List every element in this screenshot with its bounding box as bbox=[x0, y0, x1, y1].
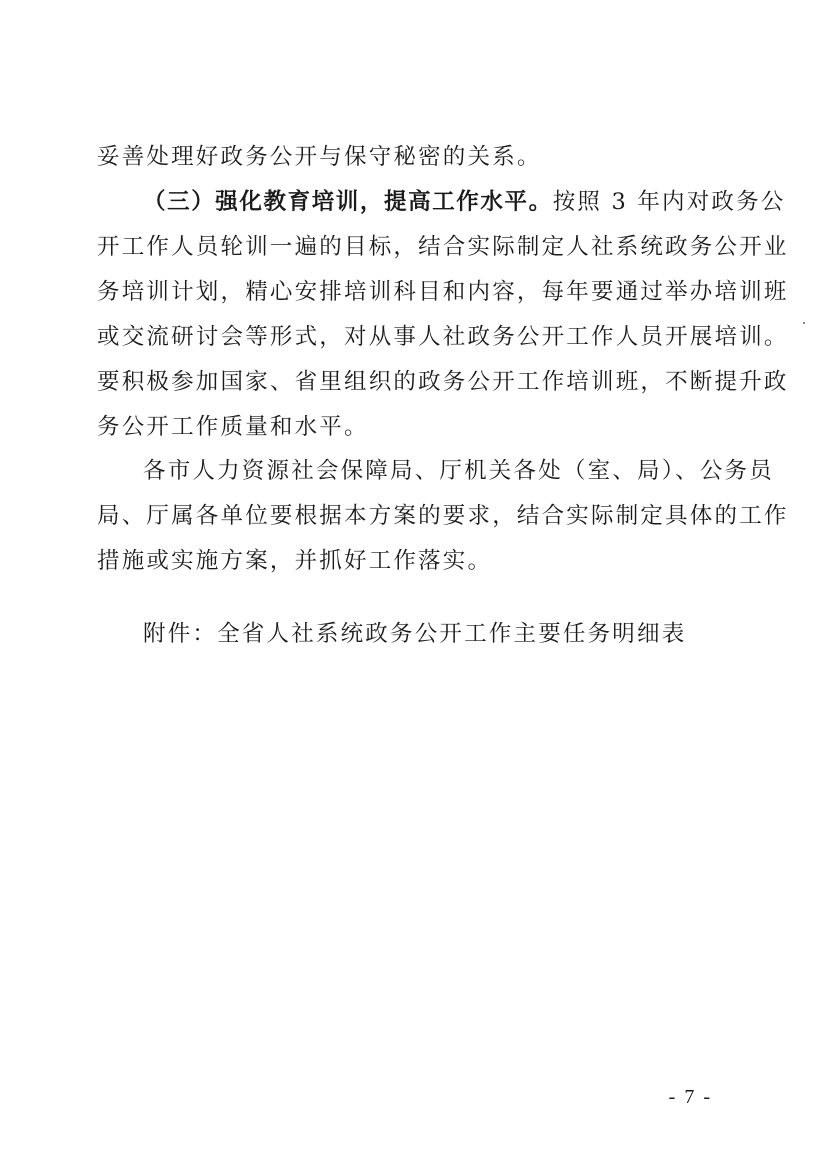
section-heading: （三）强化教育培训，提高工作水平。 bbox=[143, 189, 553, 215]
paragraph-line: 措施或实施方案，并抓好工作落实。 bbox=[97, 548, 493, 574]
paragraph-line: 或交流研讨会等形式，对从事人社政务公开工作人员开展培训。 bbox=[97, 324, 789, 350]
paragraph-text: 按照 3 年内对政务公 bbox=[552, 189, 786, 215]
paragraph-line: 妥善处理好政务公开与保守秘密的关系。 bbox=[97, 144, 542, 170]
paragraph-line: 开工作人员轮训一遍的目标，结合实际制定人社系统政务公开业 bbox=[97, 234, 789, 260]
paragraph-line: 务培训计划，精心安排培训科目和内容，每年要通过举办培训班 bbox=[97, 279, 789, 305]
paragraph-line: 务公开工作质量和水平。 bbox=[97, 414, 369, 440]
paragraph-line: 要积极参加国家、省里组织的政务公开工作培训班，不断提升政 bbox=[97, 369, 789, 395]
scan-speck bbox=[803, 322, 805, 324]
page-number: - 7 - bbox=[668, 1086, 712, 1108]
paragraph-line bbox=[143, 187, 786, 217]
attachment-line: 附件：全省人社系统政务公开工作主要任务明细表 bbox=[143, 621, 687, 647]
paragraph-line: 局、厅属各单位要根据本方案的要求，结合实际制定具体的工作 bbox=[97, 503, 789, 529]
paragraph-line: 各市人力资源社会保障局、厅机关各处（室、局）、公务员 bbox=[143, 458, 774, 484]
